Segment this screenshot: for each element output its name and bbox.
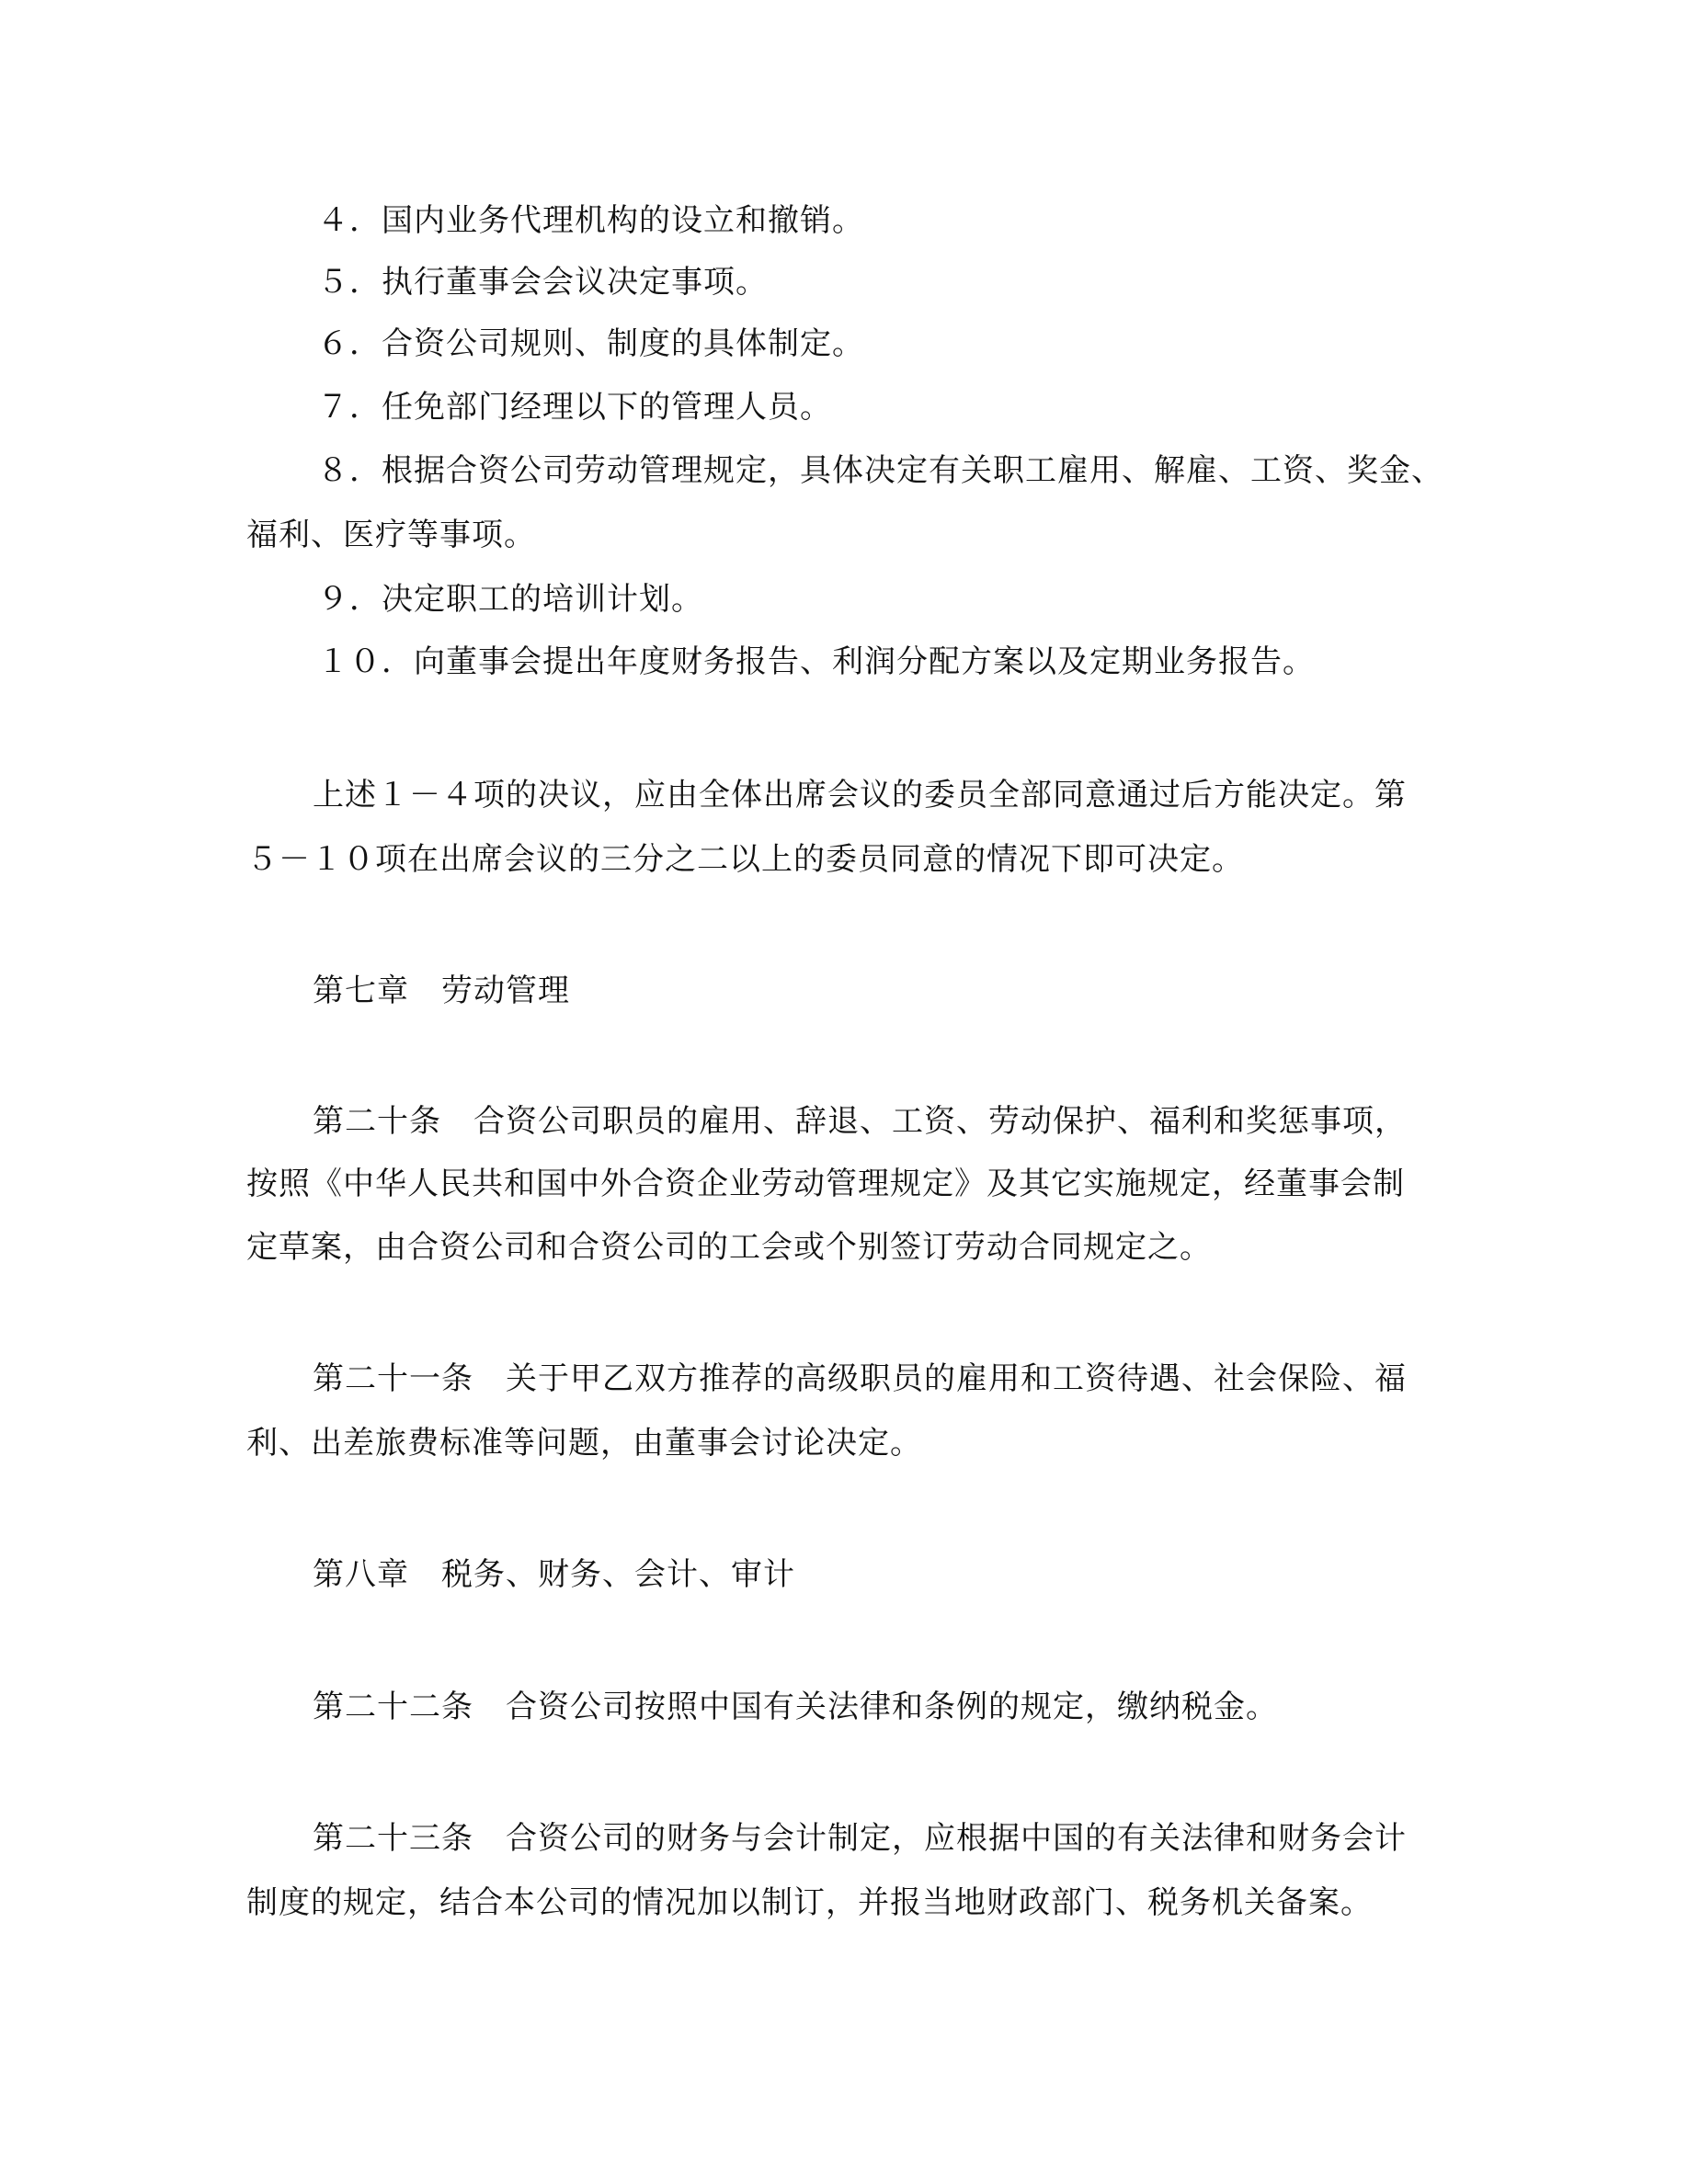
article-21-line: 利、出差旅费标准等问题，由董事会讨论决定。 xyxy=(246,1425,922,1462)
list-item: ７．任免部门经理以下的管理人员。 xyxy=(317,389,832,426)
list-item: ５．执行董事会会议决定事项。 xyxy=(317,264,768,301)
article-20-line: 第二十条 合资公司职员的雇用、辞退、工资、劳动保护、福利和奖惩事项， xyxy=(313,1103,1407,1140)
article-22-line: 第二十二条 合资公司按照中国有关法律和条例的规定，缴纳税金。 xyxy=(313,1689,1278,1725)
list-item: ４．国内业务代理机构的设立和撤销。 xyxy=(317,202,864,239)
chapter-heading: 第七章 劳动管理 xyxy=(313,973,570,1009)
list-item-continuation: 福利、医疗等事项。 xyxy=(246,517,536,553)
chapter-heading: 第八章 税务、财务、会计、审计 xyxy=(313,1556,795,1593)
list-item: ８．根据合资公司劳动管理规定，具体决定有关职工雇用、解雇、工资、奖金、 xyxy=(317,452,1443,489)
article-23-line: 制度的规定，结合本公司的情况加以制订，并报当地财政部门、税务机关备案。 xyxy=(246,1884,1373,1921)
resolution-note-line: 上述１－４项的决议，应由全体出席会议的委员全部同意通过后方能决定。第 xyxy=(313,777,1407,813)
resolution-note-line: ５－１０项在出席会议的三分之二以上的委员同意的情况下即可决定。 xyxy=(246,841,1244,878)
article-23-line: 第二十三条 合资公司的财务与会计制定，应根据中国的有关法律和财务会计 xyxy=(313,1820,1407,1857)
article-20-line: 定草案，由合资公司和合资公司的工会或个别签订劳动合同规定之。 xyxy=(246,1229,1212,1266)
list-item: １０．向董事会提出年度财务报告、利润分配方案以及定期业务报告。 xyxy=(317,643,1315,680)
list-item: ６．合资公司规则、制度的具体制定。 xyxy=(317,325,864,362)
article-20-line: 按照《中华人民共和国中外合资企业劳动管理规定》及其它实施规定，经董事会制 xyxy=(246,1166,1405,1202)
list-item: ９．决定职工的培训计划。 xyxy=(317,581,703,618)
article-21-line: 第二十一条 关于甲乙双方推荐的高级职员的雇用和工资待遇、社会保险、福 xyxy=(313,1360,1407,1397)
